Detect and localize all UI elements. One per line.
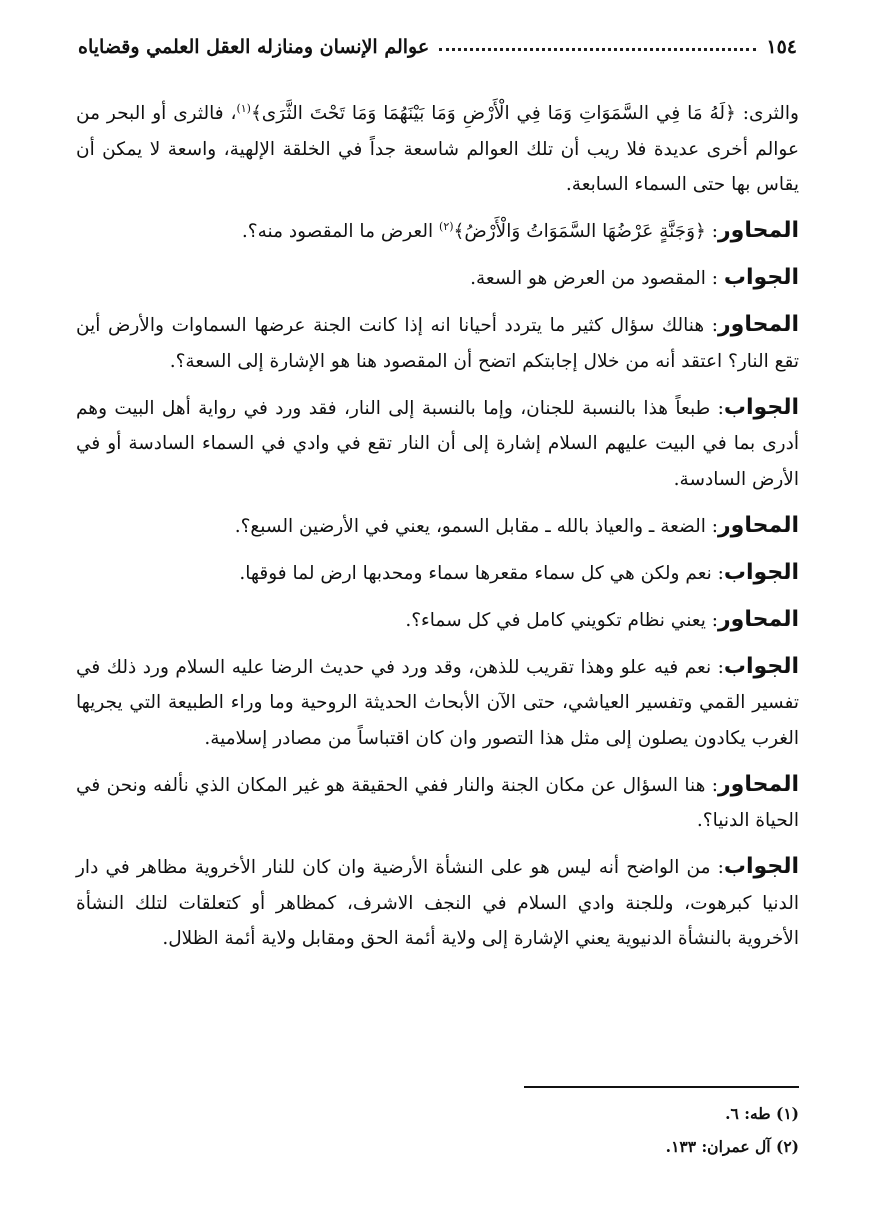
dialogue-paragraph (76, 96, 799, 203)
dialogue-paragraph (76, 767, 799, 839)
speaker-label: المحاور (717, 771, 799, 797)
speaker-label: المحاور (717, 606, 799, 632)
page-header (78, 30, 797, 64)
paragraph-text: : طبعاً هذا بالنسبة للجنان، وإما بالنسبة إلى النار، فقد ورد في رواية أهل البيت وهم أدرى بما في البيت عليهم السلام إشارة إلى أن النار تقع في وادي في السماء السادسة أو في الأرض السادسة. (76, 397, 799, 490)
speaker-label: الجواب (723, 653, 799, 679)
footnote-item: (١) طه: ٦. (725, 1104, 799, 1123)
speaker-label: الجواب (723, 265, 799, 290)
speaker-label: المحاور (717, 312, 799, 337)
paragraph-text-continued: العرض ما المقصود منه؟. (241, 221, 440, 242)
footnotes (76, 1097, 799, 1163)
body-text (76, 96, 799, 967)
header-dotted-leader (439, 48, 756, 51)
speaker-label: المحاور (717, 512, 799, 538)
paragraph-text: : ﴿وَجَنَّةٍ عَرْضُهَا السَّمَوَاتُ وَالْأَرْضُ﴾ (453, 221, 718, 242)
page-number: ١٥٤ (766, 36, 797, 58)
paragraph-text: : من الواضح أنه ليس هو على النشأة الأرضية وان كان للنار الأخروية مظاهر في دار الدنيا كبرهوت، وللجنة وادي السلام في النجف الاشرف، كمظاهر أو كتعلقات لتلك النشأة الأخروية بالنشأة الدنيوية يعني الإشارة إلى ولاية أئمة الحق ومقابل ولاية أئمة الظلال. (76, 857, 799, 949)
paragraph-text: : الضعة ـ والعياذ بالله ـ مقابل السمو، يعني في الأرضين السبع؟. (234, 515, 718, 537)
paragraph-text: والثرى: ﴿لَهُ مَا فِي السَّمَوَاتِ وَمَا فِي الْأَرْضِ وَمَا بَيْنَهُمَا وَمَا تَحْتَ الثَّرَى﴾ (250, 103, 799, 124)
dialogue-paragraph (76, 649, 799, 757)
paragraph-text: : المقصود من العرض هو السعة. (470, 268, 724, 289)
dialogue-paragraph (76, 260, 799, 297)
paragraph-text: : يعني نظام تكويني كامل في كل سماء؟. (405, 609, 718, 631)
footnote-item: (٢) آل عمران: ١٣٣. (665, 1137, 799, 1156)
dialogue-paragraph (76, 390, 799, 498)
dialogue-paragraph (76, 307, 799, 379)
paragraph-text: : نعم فيه علو وهذا تقريب للذهن، وقد ورد في حديث الرضا عليه السلام ورد ذلك في تفسير القمي وتفسير العياشي، حتى الآن الأبحاث الحديثة الروحية وما وراء الطبيعة التي يجريها الغرب يكادون يصلون إلى مثل هذا التصور وان كان اقتباساً من مصادر إسلامية. (76, 656, 799, 749)
footnote-reference: (١) (236, 101, 251, 115)
paragraph-text: : هنالك سؤال كثير ما يتردد أحيانا انه إذا كانت الجنة عرضها السماوات والأرض أين تقع النار؟ اعتقد أنه من خلال إجابتكم اتضح أن المقصود هنا هو الإشارة إلى السعة؟. (76, 315, 799, 372)
speaker-label: الجواب (723, 559, 799, 585)
dialogue-paragraph (76, 213, 799, 250)
speaker-label: الجواب (723, 394, 799, 420)
dialogue-paragraph (76, 555, 799, 592)
footnote-divider (524, 1086, 799, 1088)
paragraph-text-continued: ، فالثرى أو البحر من عوالم أخرى عديدة فلا ريب أن تلك العوالم شاسعة جداً في الخلقة الإلهية، واسعة لا يمكن أن يقاس بها حتى السماء السابعة. (76, 103, 799, 195)
paragraph-text: : نعم ولكن هي كل سماء مقعرها سماء ومحدبها ارض لما فوقها. (239, 562, 724, 584)
dialogue-paragraph (76, 602, 799, 639)
speaker-label: المحاور (717, 218, 799, 243)
dialogue-paragraph (76, 508, 799, 545)
dialogue-paragraph (76, 849, 799, 957)
running-title: عوالم الإنسان ومنازله العقل العلمي وقضاياه (78, 36, 430, 58)
speaker-label: الجواب (723, 854, 799, 879)
paragraph-text: : هنا السؤال عن مكان الجنة والنار ففي الحقيقة هو غير المكان الذي نألفه ونحن في الحياة الدنيا؟. (76, 774, 799, 831)
footnote-reference: (٢) (439, 219, 454, 233)
